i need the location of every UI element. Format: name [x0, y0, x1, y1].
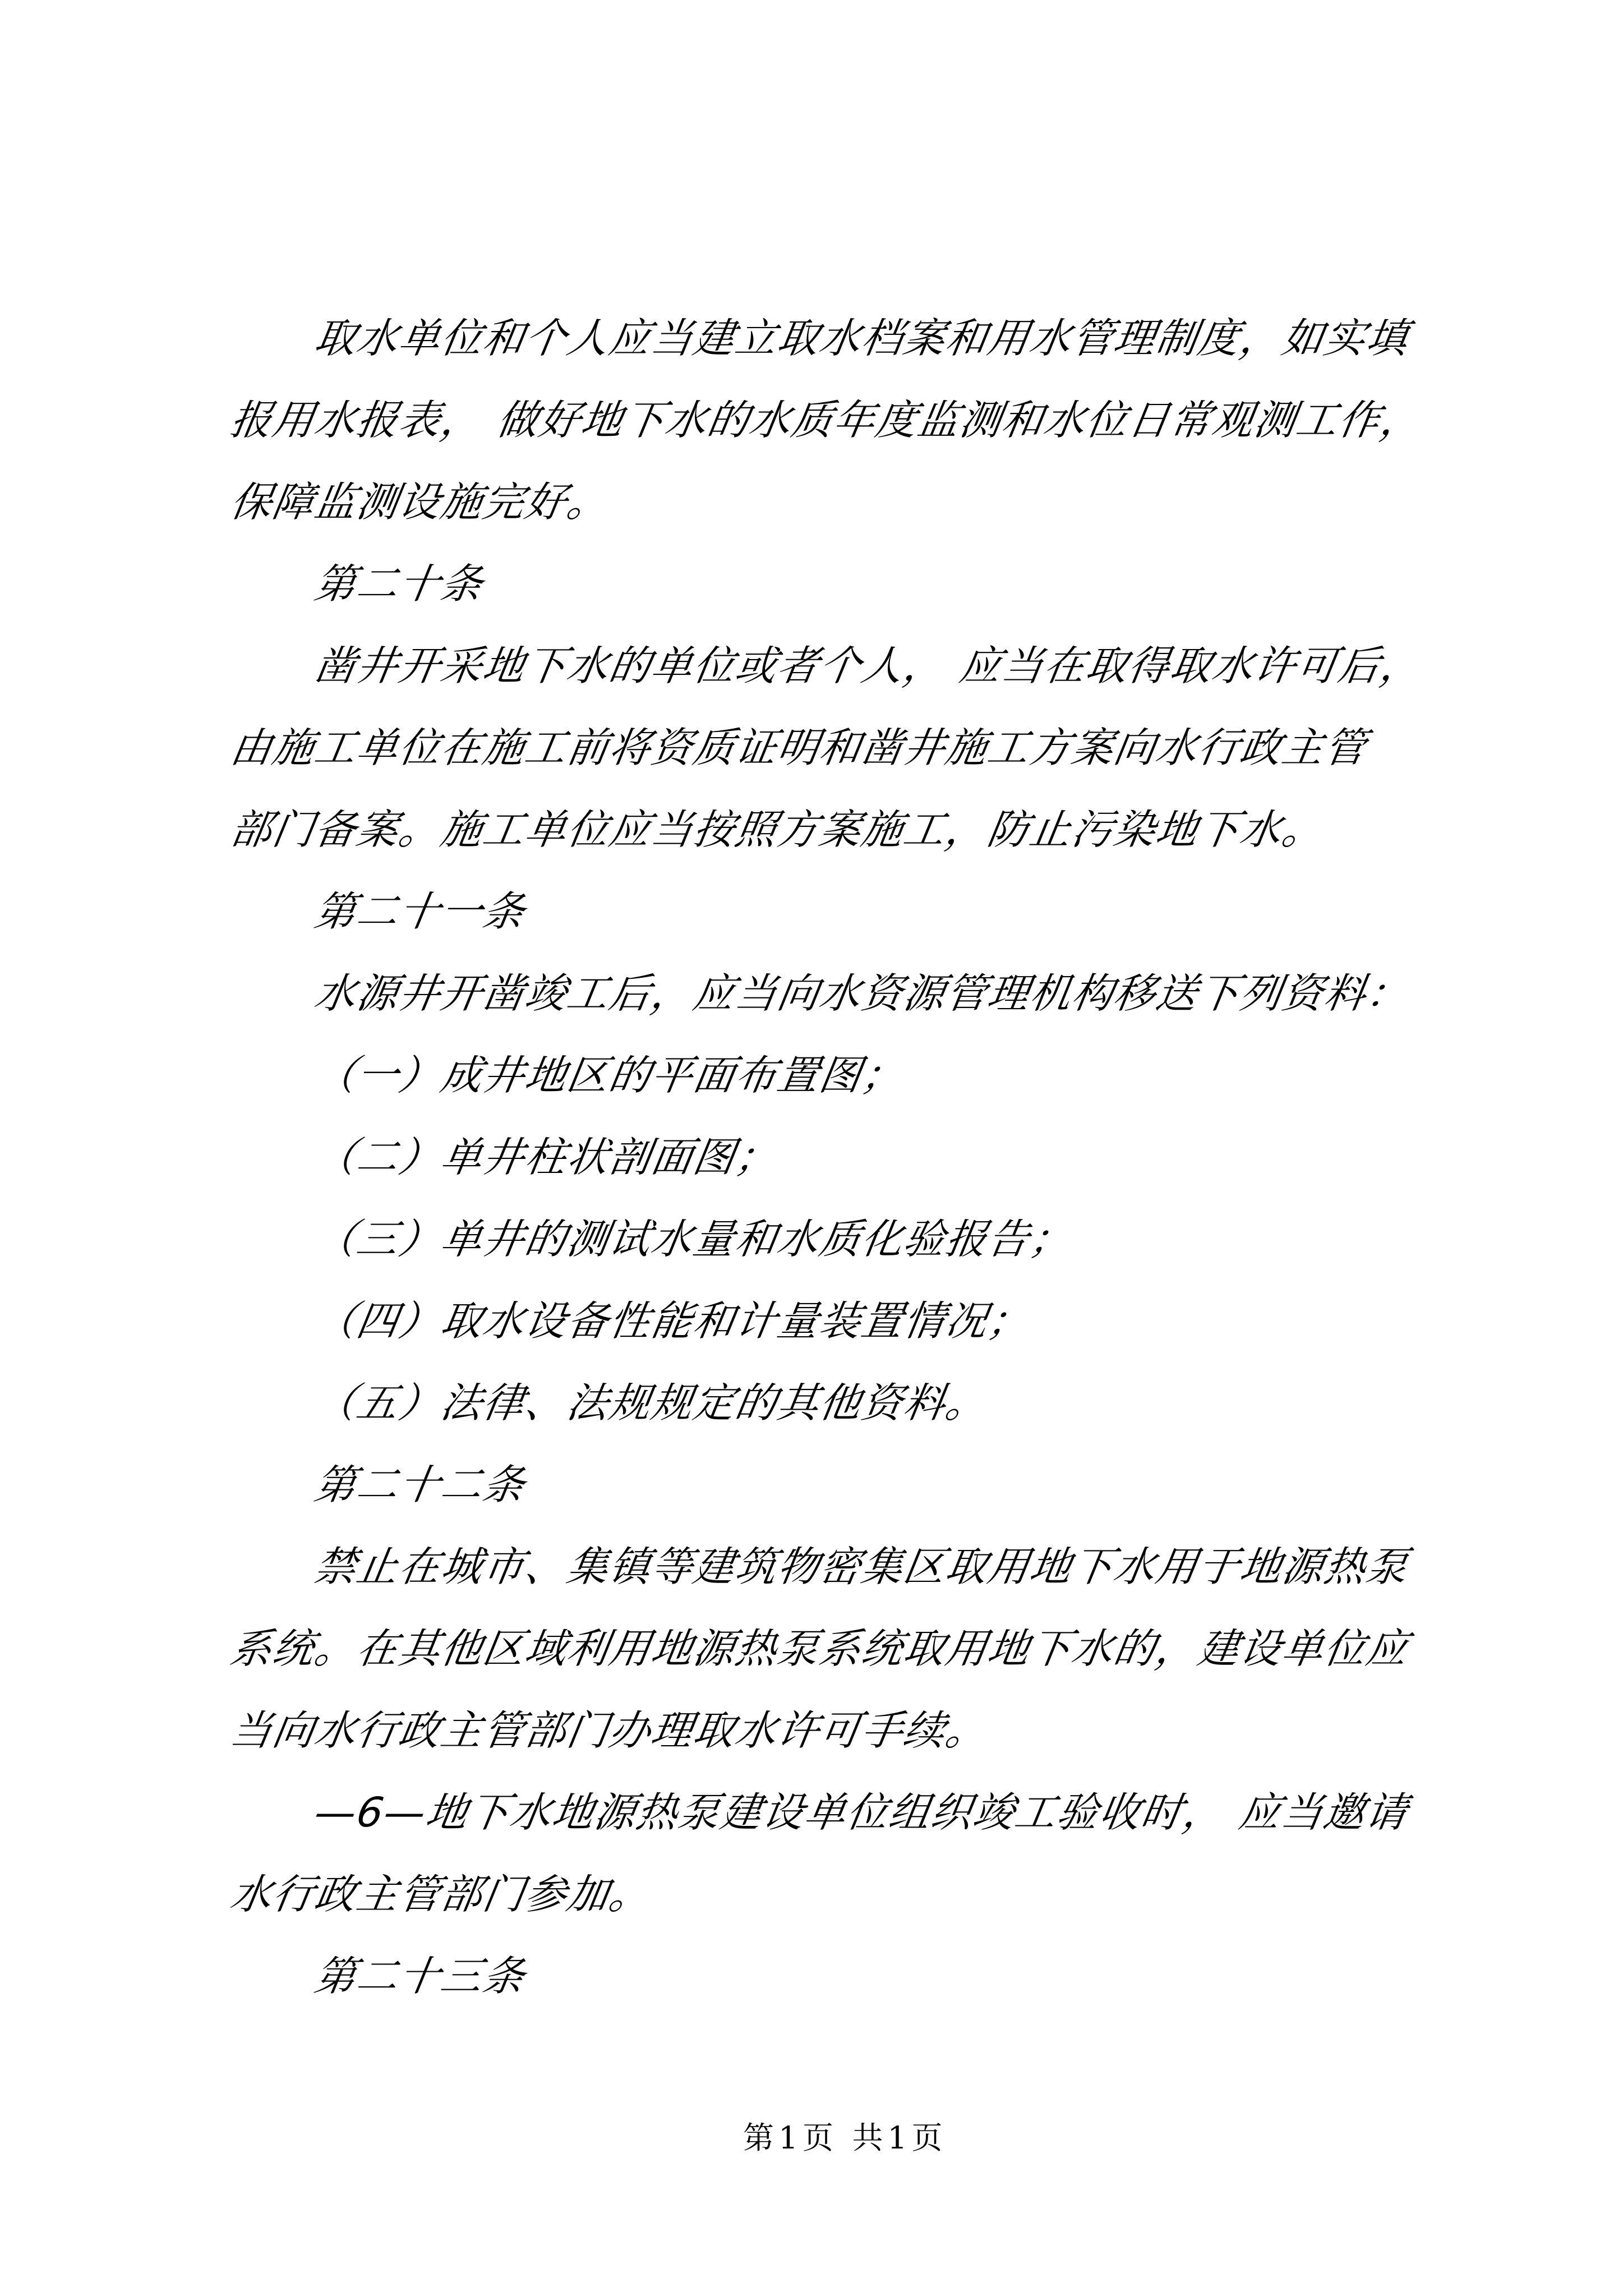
text-line: 水源井开凿竣工后，应当向水资源管理机构移送下列资料：: [311, 970, 1413, 1018]
text-line: 报用水报表， 做好地下水的水质年度监测和水位日常观测工作，: [227, 397, 1427, 444]
text-line: （五）法律、法规规定的其他资料。: [311, 1379, 992, 1427]
text-line: 第二十条: [311, 560, 487, 608]
text-line: 当向水行政主管部门办理取水许可手续。: [227, 1707, 992, 1755]
text-line: 凿井开采地下水的单位或者个人， 应当在取得取水许可后，: [311, 642, 1427, 690]
page-footer: [743, 2122, 947, 2154]
text-line: 禁止在城市、集镇等建筑物密集区取用地下水用于地源热泵: [311, 1543, 1413, 1591]
document-body: [224, 298, 1458, 2018]
text-line: 第二十一条: [311, 888, 529, 936]
text-line: 水行政主管部门参加。: [227, 1871, 656, 1918]
text-line: （二）单井柱状剖面图；: [311, 1134, 782, 1181]
text-line: （四）取水设备性能和计量装置情况；: [311, 1297, 1034, 1345]
text-line: 保障监测设施完好。: [227, 478, 614, 526]
page-number-text: 第1页 共1页: [743, 2120, 947, 2156]
text-line: 取水单位和个人应当建立取水档案和用水管理制度，如实填: [311, 315, 1413, 362]
text-line: —6—地下水地源热泵建设单位组织竣工验收时， 应当邀请: [311, 1789, 1412, 1837]
text-line: 部门备案。施工单位应当按照方案施工，防止污染地下水。: [227, 806, 1329, 854]
text-line: （三）单井的测试水量和水质化验报告；: [311, 1216, 1076, 1263]
text-line: 第二十三条: [311, 1953, 529, 2000]
text-line: 系统。在其他区域利用地源热泵系统取用地下水的，建设单位应: [227, 1625, 1413, 1673]
text-line: 由施工单位在施工前将资质证明和凿井施工方案向水行政主管: [227, 724, 1371, 772]
text-line: 第二十二条: [311, 1461, 529, 1509]
text-line: （一）成井地区的平面布置图；: [311, 1052, 908, 1099]
